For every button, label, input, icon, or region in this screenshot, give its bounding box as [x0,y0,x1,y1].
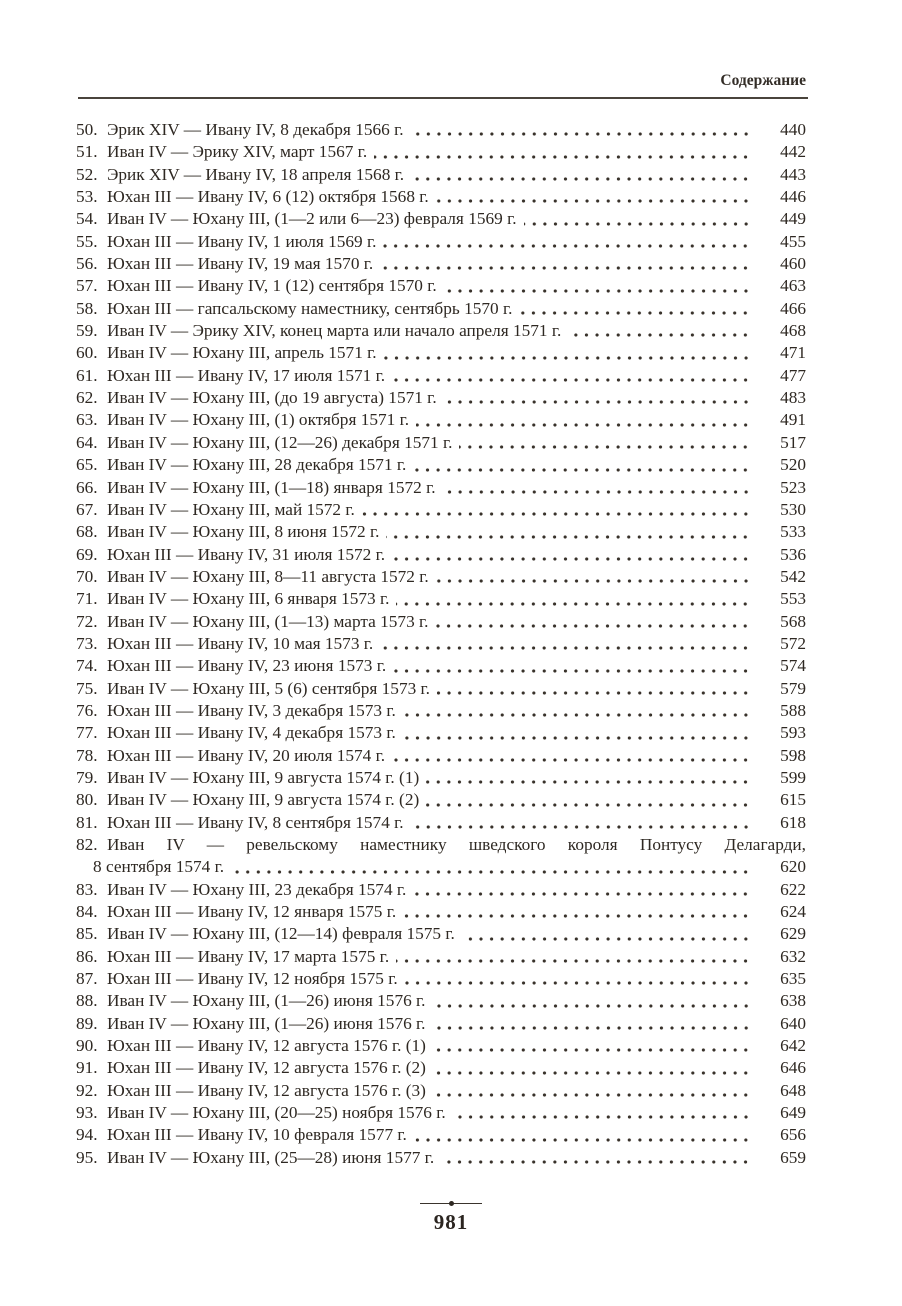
entry-title: Юхан III — Ивану IV, 10 мая 1573 г. [107,633,374,653]
entry-number: 65. [76,455,98,475]
entry-title: Иван IV — Юхану III, 28 декабря 1571 г. [107,455,407,475]
entry-page: 491 [780,410,806,430]
toc-entry [76,923,806,945]
entry-page: 588 [780,700,806,720]
entry-title: Юхан III — Ивану IV, 12 января 1575 г. [107,902,397,922]
entry-title: Юхан III — Ивану IV, 17 июля 1571 г. [107,365,386,385]
dot-leader [444,288,751,294]
dot-leader [362,511,751,517]
entry-number: 61. [76,365,98,385]
entry-title: Иван IV — Юхану III, (20—25) ноября 1576 г. [107,1103,446,1123]
toc-entry [76,275,806,297]
entry-number: 80. [76,790,98,810]
dot-leader [411,131,751,137]
entry-title: Эрик XIV — Ивану IV, 8 декабря 1566 г. [107,120,404,139]
dot-leader [524,221,751,227]
entry-page: 533 [780,522,806,542]
dot-leader [433,1070,751,1076]
toc-entry [76,946,806,968]
entry-title: Юхан III — Ивану IV, 19 мая 1570 г. [107,254,374,274]
entry-page: 620 [780,857,806,877]
toc-entry [76,990,806,1012]
entry-number: 81. [76,812,98,832]
entry-page: 471 [780,343,806,363]
entry-page: 443 [780,164,806,184]
entry-number: 66. [76,477,98,497]
entry-title: Иван IV — Юхану III, 9 августа 1574 г. (1) [107,767,420,787]
entry-page: 640 [780,1013,806,1033]
entry-title: Юхан III — Ивану IV, 4 декабря 1573 г. [107,723,396,743]
entry-number: 86. [76,946,98,966]
toc-entry [76,119,806,141]
entry-page: 520 [780,455,806,475]
toc-entry [76,387,806,409]
entry-title: Юхан III — Ивану IV, 12 августа 1576 г. (2) [107,1058,426,1078]
entry-title: Иван IV — Юхану III, (1—26) июня 1576 г. [107,991,426,1011]
toc-entry [76,633,806,655]
entry-number: 78. [76,745,98,765]
entry-title: Эрик XIV — Ивану IV, 18 апреля 1568 г. [107,164,405,184]
toc-entry [76,432,806,454]
dot-leader [568,332,751,338]
entry-page: 635 [780,969,806,989]
dot-leader [426,779,751,785]
entry-title: Иван IV — Юхану III, (1) октября 1571 г. [107,410,410,430]
dot-leader [426,802,751,808]
entry-page: 593 [780,723,806,743]
header-rule [78,97,808,99]
entry-title: Юхан III — гапсальскому наместнику, сентябрь 1570 г. [107,298,513,318]
entry-page: 618 [780,812,806,832]
entry-title: Иван IV — Юхану III, апрель 1571 г. [107,343,377,363]
running-header [78,72,806,90]
toc-entry [76,1147,806,1169]
entry-page: 632 [780,946,806,966]
toc-entry [76,968,806,990]
toc-entry [76,231,806,253]
entry-title: Юхан III — Ивану IV, 12 августа 1576 г. (1) [107,1036,426,1056]
toc-entry [76,298,806,320]
dot-leader [396,958,751,964]
toc-entry [76,588,806,610]
entry-number: 62. [76,388,98,408]
entry-page: 463 [780,276,806,296]
entry-page: 523 [780,477,806,497]
entry-number: 91. [76,1058,98,1078]
dot-leader [405,980,751,986]
dot-leader [411,176,751,182]
entry-title: Юхан III — Ивану IV, 3 декабря 1573 г. [107,700,396,720]
toc-list [76,119,806,1169]
entry-number: 70. [76,566,98,586]
toc-entry-continuation [76,856,806,878]
toc-entry [76,164,806,186]
entry-number: 69. [76,544,98,564]
dot-leader [392,377,751,383]
entry-title: Иван IV — Юхану III, (12—26) декабря 1571 г. [107,432,453,452]
dot-leader [414,1137,751,1143]
entry-number: 89. [76,1013,98,1033]
entry-number: 54. [76,209,98,229]
entry-number: 77. [76,723,98,743]
entry-page: 542 [780,566,806,586]
entry-title: Иван IV — Эрику XIV, конец марта или начало апреля 1571 г. [107,321,562,341]
dot-leader [413,467,751,473]
entry-page: 572 [780,633,806,653]
entry-number: 94. [76,1125,98,1145]
dot-leader [433,1047,751,1053]
footer-ornament [420,1199,482,1207]
toc-entry [76,521,806,543]
entry-title: Иван IV — Юхану III, 6 января 1573 г. [107,589,390,609]
entry-title: Юхан III — Ивану IV, 6 (12) октября 1568 г. [107,187,429,207]
running-header-title: Содержание [720,72,806,89]
entry-title: Иван IV — Юхану III, май 1572 г. [107,499,355,519]
dot-leader [374,154,751,160]
entry-title: Иван IV — Юхану III, (1—18) января 1572 г. [107,477,436,497]
page-number: 981 [433,1210,469,1234]
entry-page: 517 [780,432,806,452]
toc-entry [76,1035,806,1057]
toc-entry [76,186,806,208]
dot-leader [403,712,751,718]
entry-title: Юхан III — Ивану IV, 12 августа 1576 г. (3) [107,1080,426,1100]
entry-number: 55. [76,231,98,251]
toc-entry [76,655,806,677]
toc-entry [76,499,806,521]
entry-number: 92. [76,1080,98,1100]
toc-entry [76,208,806,230]
dot-leader [459,444,751,450]
dot-leader [380,265,751,271]
entry-number: 53. [76,187,98,207]
entry-title: Юхан III — Ивану IV, 10 февраля 1577 г. [107,1125,407,1145]
entry-title: Иван IV — Юхану III, 8—11 августа 1572 г. [107,566,429,586]
entry-page: 638 [780,991,806,1011]
toc-entry [76,342,806,364]
dot-leader [411,824,751,830]
dot-leader [433,1092,751,1098]
dot-leader [462,936,751,942]
toc-entry [76,544,806,566]
entry-page: 656 [780,1125,806,1145]
dot-leader [443,489,751,495]
entry-title: Юхан III — Ивану IV, 23 июня 1573 г. [107,656,387,676]
entry-page: 622 [780,879,806,899]
entry-title: Юхан III — Ивану IV, 1 июля 1569 г. [107,231,377,251]
entry-page: 649 [780,1103,806,1123]
entry-number: 64. [76,432,98,452]
entry-page: 455 [780,231,806,251]
page-footer [0,1199,902,1235]
entry-number: 58. [76,298,98,318]
entry-page: 468 [780,321,806,341]
entry-title: Иван IV — Юхану III, (1—26) июня 1576 г. [107,1013,426,1033]
toc-entry [76,141,806,163]
dot-leader [519,310,751,316]
toc-entry [76,611,806,633]
entry-number: 85. [76,924,98,944]
ornament-dot-icon [449,1201,454,1206]
toc-entry [76,767,806,789]
entry-title: Иван IV — Юхану III, 8 июня 1572 г. [107,522,380,542]
dot-leader [416,422,751,428]
entry-number: 63. [76,410,98,430]
toc-entry [76,454,806,476]
dot-leader [386,534,751,540]
entry-number: 56. [76,254,98,274]
entry-number: 76. [76,700,98,720]
toc-entry [76,1013,806,1035]
entry-number: 68. [76,522,98,542]
entry-page: 440 [780,120,806,139]
entry-title: Иван IV — Юхану III, (25—28) июня 1577 г. [107,1147,435,1167]
entry-page: 483 [780,388,806,408]
dot-leader [380,645,751,651]
dot-leader [435,623,751,629]
entry-number: 95. [76,1147,98,1167]
toc-entry [76,722,806,744]
entry-number: 72. [76,611,98,631]
dot-leader [413,891,751,897]
dot-leader [384,355,751,361]
entry-page: 648 [780,1080,806,1100]
toc-entry [76,566,806,588]
dot-leader [433,1003,751,1009]
entry-title: Иван IV — Эрику XIV, март 1567 г. [107,142,368,162]
entry-number: 67. [76,499,98,519]
entry-page: 536 [780,544,806,564]
entry-page: 446 [780,187,806,207]
entry-page: 646 [780,1058,806,1078]
entry-number: 71. [76,589,98,609]
toc-entry [76,1102,806,1124]
dot-leader [392,757,751,763]
entry-page: 466 [780,298,806,318]
dot-leader [403,735,751,741]
entry-title: Юхан III — Ивану IV, 8 сентября 1574 г. [107,812,404,832]
entry-page: 624 [780,902,806,922]
toc-entry [76,1124,806,1146]
toc-entry [76,678,806,700]
entry-page: 442 [780,142,806,162]
entry-page: 629 [780,924,806,944]
dot-leader [441,1159,751,1165]
entry-title: Юхан III — Ивану IV, 20 июля 1574 г. [107,745,386,765]
entry-number: 87. [76,969,98,989]
entry-number: 73. [76,633,98,653]
dot-leader [392,556,751,562]
entry-page: 530 [780,499,806,519]
entry-number: 74. [76,656,98,676]
entry-number: 50. [76,120,98,139]
entry-number: 82. [76,835,98,854]
entry-title: Юхан III — Ивану IV, 17 марта 1575 г. [107,946,390,966]
entry-title: Иван IV — Юхану III, 9 августа 1574 г. (2) [107,790,420,810]
entry-number: 59. [76,321,98,341]
entry-number: 88. [76,991,98,1011]
toc-entry [76,365,806,387]
entry-number: 83. [76,879,98,899]
dot-leader [436,578,751,584]
entry-number: 52. [76,164,98,184]
dot-leader [444,399,751,405]
entry-page: 615 [780,790,806,810]
entry-number: 51. [76,142,98,162]
entry-title-continuation: 8 сентября 1574 г. [93,857,225,877]
toc-entry [76,1080,806,1102]
dot-leader [231,869,751,875]
entry-page: 477 [780,365,806,385]
entry-number: 79. [76,767,98,787]
toc-entry [76,700,806,722]
entry-page: 568 [780,611,806,631]
entry-page: 449 [780,209,806,229]
entry-title: Юхан III — Ивану IV, 1 (12) сентября 1570 г. [107,276,437,296]
toc-entry [76,1057,806,1079]
toc-entry [76,409,806,431]
entry-title: Юхан III — Ивану IV, 12 ноября 1575 г. [107,969,398,989]
entry-number: 75. [76,678,98,698]
entry-number: 90. [76,1036,98,1056]
entry-title: Юхан III — Ивану IV, 31 июля 1572 г. [107,544,386,564]
entry-page: 460 [780,254,806,274]
toc-entry [76,812,806,834]
entry-page: 574 [780,656,806,676]
dot-leader [436,198,751,204]
dot-leader [453,1114,751,1120]
entry-page: 642 [780,1036,806,1056]
toc-entry [76,901,806,923]
entry-title: Иван IV — Юхану III, (12—14) февраля 1575 г. [107,924,455,944]
entry-title: Иван IV — ревельскому наместнику шведского короля Понтусу Делагарди, [107,835,806,854]
dot-leader [393,668,751,674]
toc-entry [76,745,806,767]
entry-number: 84. [76,902,98,922]
toc-entry [76,789,806,811]
entry-title: Иван IV — Юхану III, (до 19 августа) 1571 г. [107,388,437,408]
toc-entry [76,879,806,901]
entry-title: Иван IV — Юхану III, (1—13) марта 1573 г. [107,611,429,631]
entry-title: Иван IV — Юхану III, (1—2 или 6—23) февраля 1569 г. [107,209,517,229]
entry-page: 659 [780,1147,806,1167]
entry-page: 553 [780,589,806,609]
dot-leader [437,690,751,696]
entry-page: 598 [780,745,806,765]
toc-entry [76,834,806,856]
toc-entry [76,253,806,275]
entry-number: 57. [76,276,98,296]
entry-number: 60. [76,343,98,363]
dot-leader [383,243,751,249]
entry-title: Иван IV — Юхану III, 5 (6) сентября 1573 г. [107,678,431,698]
dot-leader [403,913,751,919]
entry-page: 599 [780,767,806,787]
toc-entry [76,477,806,499]
entry-title: Иван IV — Юхану III, 23 декабря 1574 г. [107,879,407,899]
entry-page: 579 [780,678,806,698]
dot-leader [433,1025,751,1031]
dot-leader [396,601,751,607]
toc-entry [76,320,806,342]
entry-number: 93. [76,1103,98,1123]
